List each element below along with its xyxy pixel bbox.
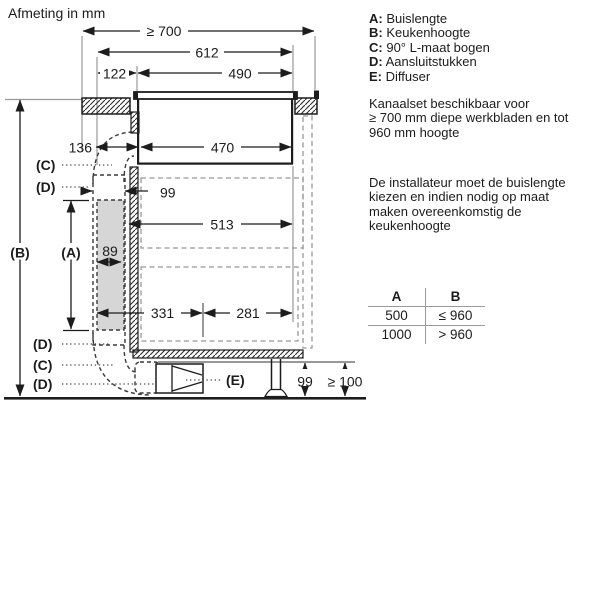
label-C-bottom: (C) [33, 357, 53, 373]
dim-612: 612 [195, 44, 219, 61]
table-header-row [368, 288, 485, 307]
note-availability: Kanaalset beschikbaar voor ≥ 700 mm diepe werkbladen en tot 960 mm hoogte [369, 96, 569, 140]
dim-490: 490 [228, 65, 252, 82]
page-title: Afmeting in mm [8, 5, 106, 21]
dim-clearance-min: ≥ 100 [327, 373, 363, 390]
dim-281: 281 [236, 305, 260, 321]
legend-item-a: A: Buislengte [369, 11, 448, 26]
table-row [368, 307, 485, 326]
table-cell: 500 [368, 307, 426, 325]
cabinet-leg [265, 359, 287, 397]
hob-box-bottom [137, 163, 293, 165]
legend-item-e: E: Diffuser [369, 68, 431, 84]
label-A: (A) [61, 244, 81, 261]
table-cell: ≤ 960 [438, 308, 473, 323]
worktop-left [82, 98, 130, 114]
diffuser [156, 364, 203, 393]
dim-89: 89 [102, 243, 118, 259]
label-E: (E) [226, 372, 245, 388]
dim-122: 122 [102, 65, 127, 82]
note-installer: De installateur moet de buislengte kiezen en indien nodig op maat maken overeenkomstig de keukenhoogte [369, 175, 566, 234]
dim-99-bottom: 99 [297, 373, 313, 390]
legend [369, 12, 490, 84]
length-height-table [368, 288, 485, 344]
inlet-strip [131, 112, 139, 133]
table-cell: > 960 [438, 327, 473, 342]
legend-item-b: B: Keukenhoogte [369, 25, 471, 41]
duct-tube [97, 200, 124, 330]
cabinet-base [133, 350, 303, 358]
table-cell: 1000 [368, 326, 426, 344]
dim-513: 513 [210, 216, 234, 233]
table-header-a: A [368, 288, 426, 306]
legend-item-d: D: Aansluitstukken [369, 54, 477, 70]
cabinet-panel [130, 167, 138, 352]
dim-331: 331 [150, 305, 175, 321]
label-C-top: (C) [36, 157, 56, 173]
legend-item-c: C: 90° L-maat bogen [369, 39, 490, 55]
hob-plate [134, 92, 297, 99]
table-row [368, 326, 485, 344]
dim-99-top: 99 [160, 184, 176, 201]
dim-text-bg [5, 22, 368, 386]
worktop-right [295, 98, 317, 114]
hob-box-right-wall [291, 99, 293, 164]
dim-depth-min: ≥ 700 [146, 23, 182, 39]
table-header-b: B [450, 289, 461, 304]
label-D-top: (D) [36, 179, 56, 195]
dim-136: 136 [68, 139, 92, 156]
wall-cap [314, 91, 319, 100]
bottom-elbow-outer [93, 333, 152, 395]
label-D-bottom: (D) [33, 376, 53, 392]
floor-line [4, 397, 366, 400]
dim-470: 470 [210, 139, 235, 156]
label-B: (B) [10, 244, 30, 261]
label-D-middle: (D) [33, 336, 53, 352]
